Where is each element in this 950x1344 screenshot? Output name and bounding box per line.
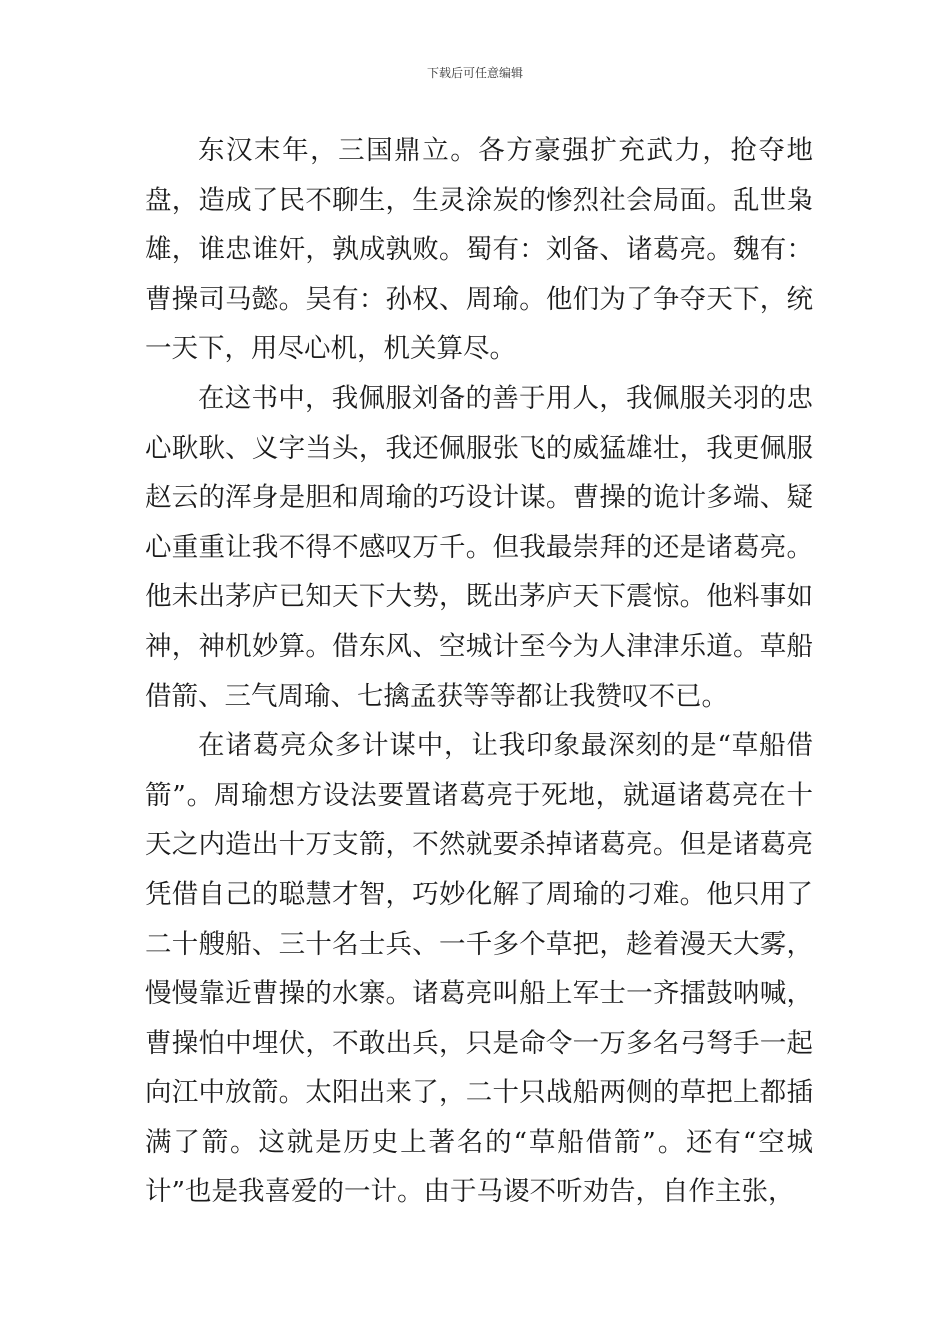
paragraph-1: 东汉末年，三国鼎立。各方豪强扩充武力，抢夺地盘，造成了民不聊生，生灵涂炭的惨烈社会局面。乱世枭雄，谁忠谁奸，孰成孰败。蜀有：刘备、诸葛亮。魏有：曹操司马懿。吴有：孙权、周瑜。他们为了争夺天下，统一天下，用尽心机，机关算尽。 (145, 135, 813, 365)
header-note: 下载后可任意编辑 (426, 66, 523, 80)
paragraph-3: 在诸葛亮众多计谋中，让我印象最深刻的是“草船借箭”。周瑜想方设法要置诸葛亮于死地，就逼诸葛亮在十天之内造出十万支箭，不然就要杀掉诸葛亮。但是诸葛亮凭借自己的聪慧才智，巧妙化解了周瑜的刁难。他只用了二十艘船、三十名士兵、一千多个草把，趁着漫天大雾，慢慢靠近曹操的水寨。诸葛亮叫船上军士一齐擂鼓呐喊，曹操怕中埋伏，不敢出兵，只是命令一万多名弓弩手一起向江中放箭。太阳出来了，二十只战船两侧的草把上都插满了箭。这就是历史上著名的“草船借箭”。还有“空城计”也是我喜爱的一计。由于马谡不听劝告，自作主张， (145, 730, 813, 1208)
paragraph-2: 在这书中，我佩服刘备的善于用人，我佩服关羽的忠心耿耿、义字当头，我还佩服张飞的威猛雄壮，我更佩服赵云的浑身是胆和周瑜的巧设计谋。曹操的诡计多端、疑心重重让我不得不感叹万千。但我最崇拜的还是诸葛亮。他未出茅庐已知天下大势，既出茅庐天下震惊。他料事如神，神机妙算。借东风、空城计至今为人津津乐道。草船借箭、三气周瑜、七擒孟获等等都让我赞叹不已。 (145, 382, 813, 712)
body-text (145, 126, 813, 1217)
